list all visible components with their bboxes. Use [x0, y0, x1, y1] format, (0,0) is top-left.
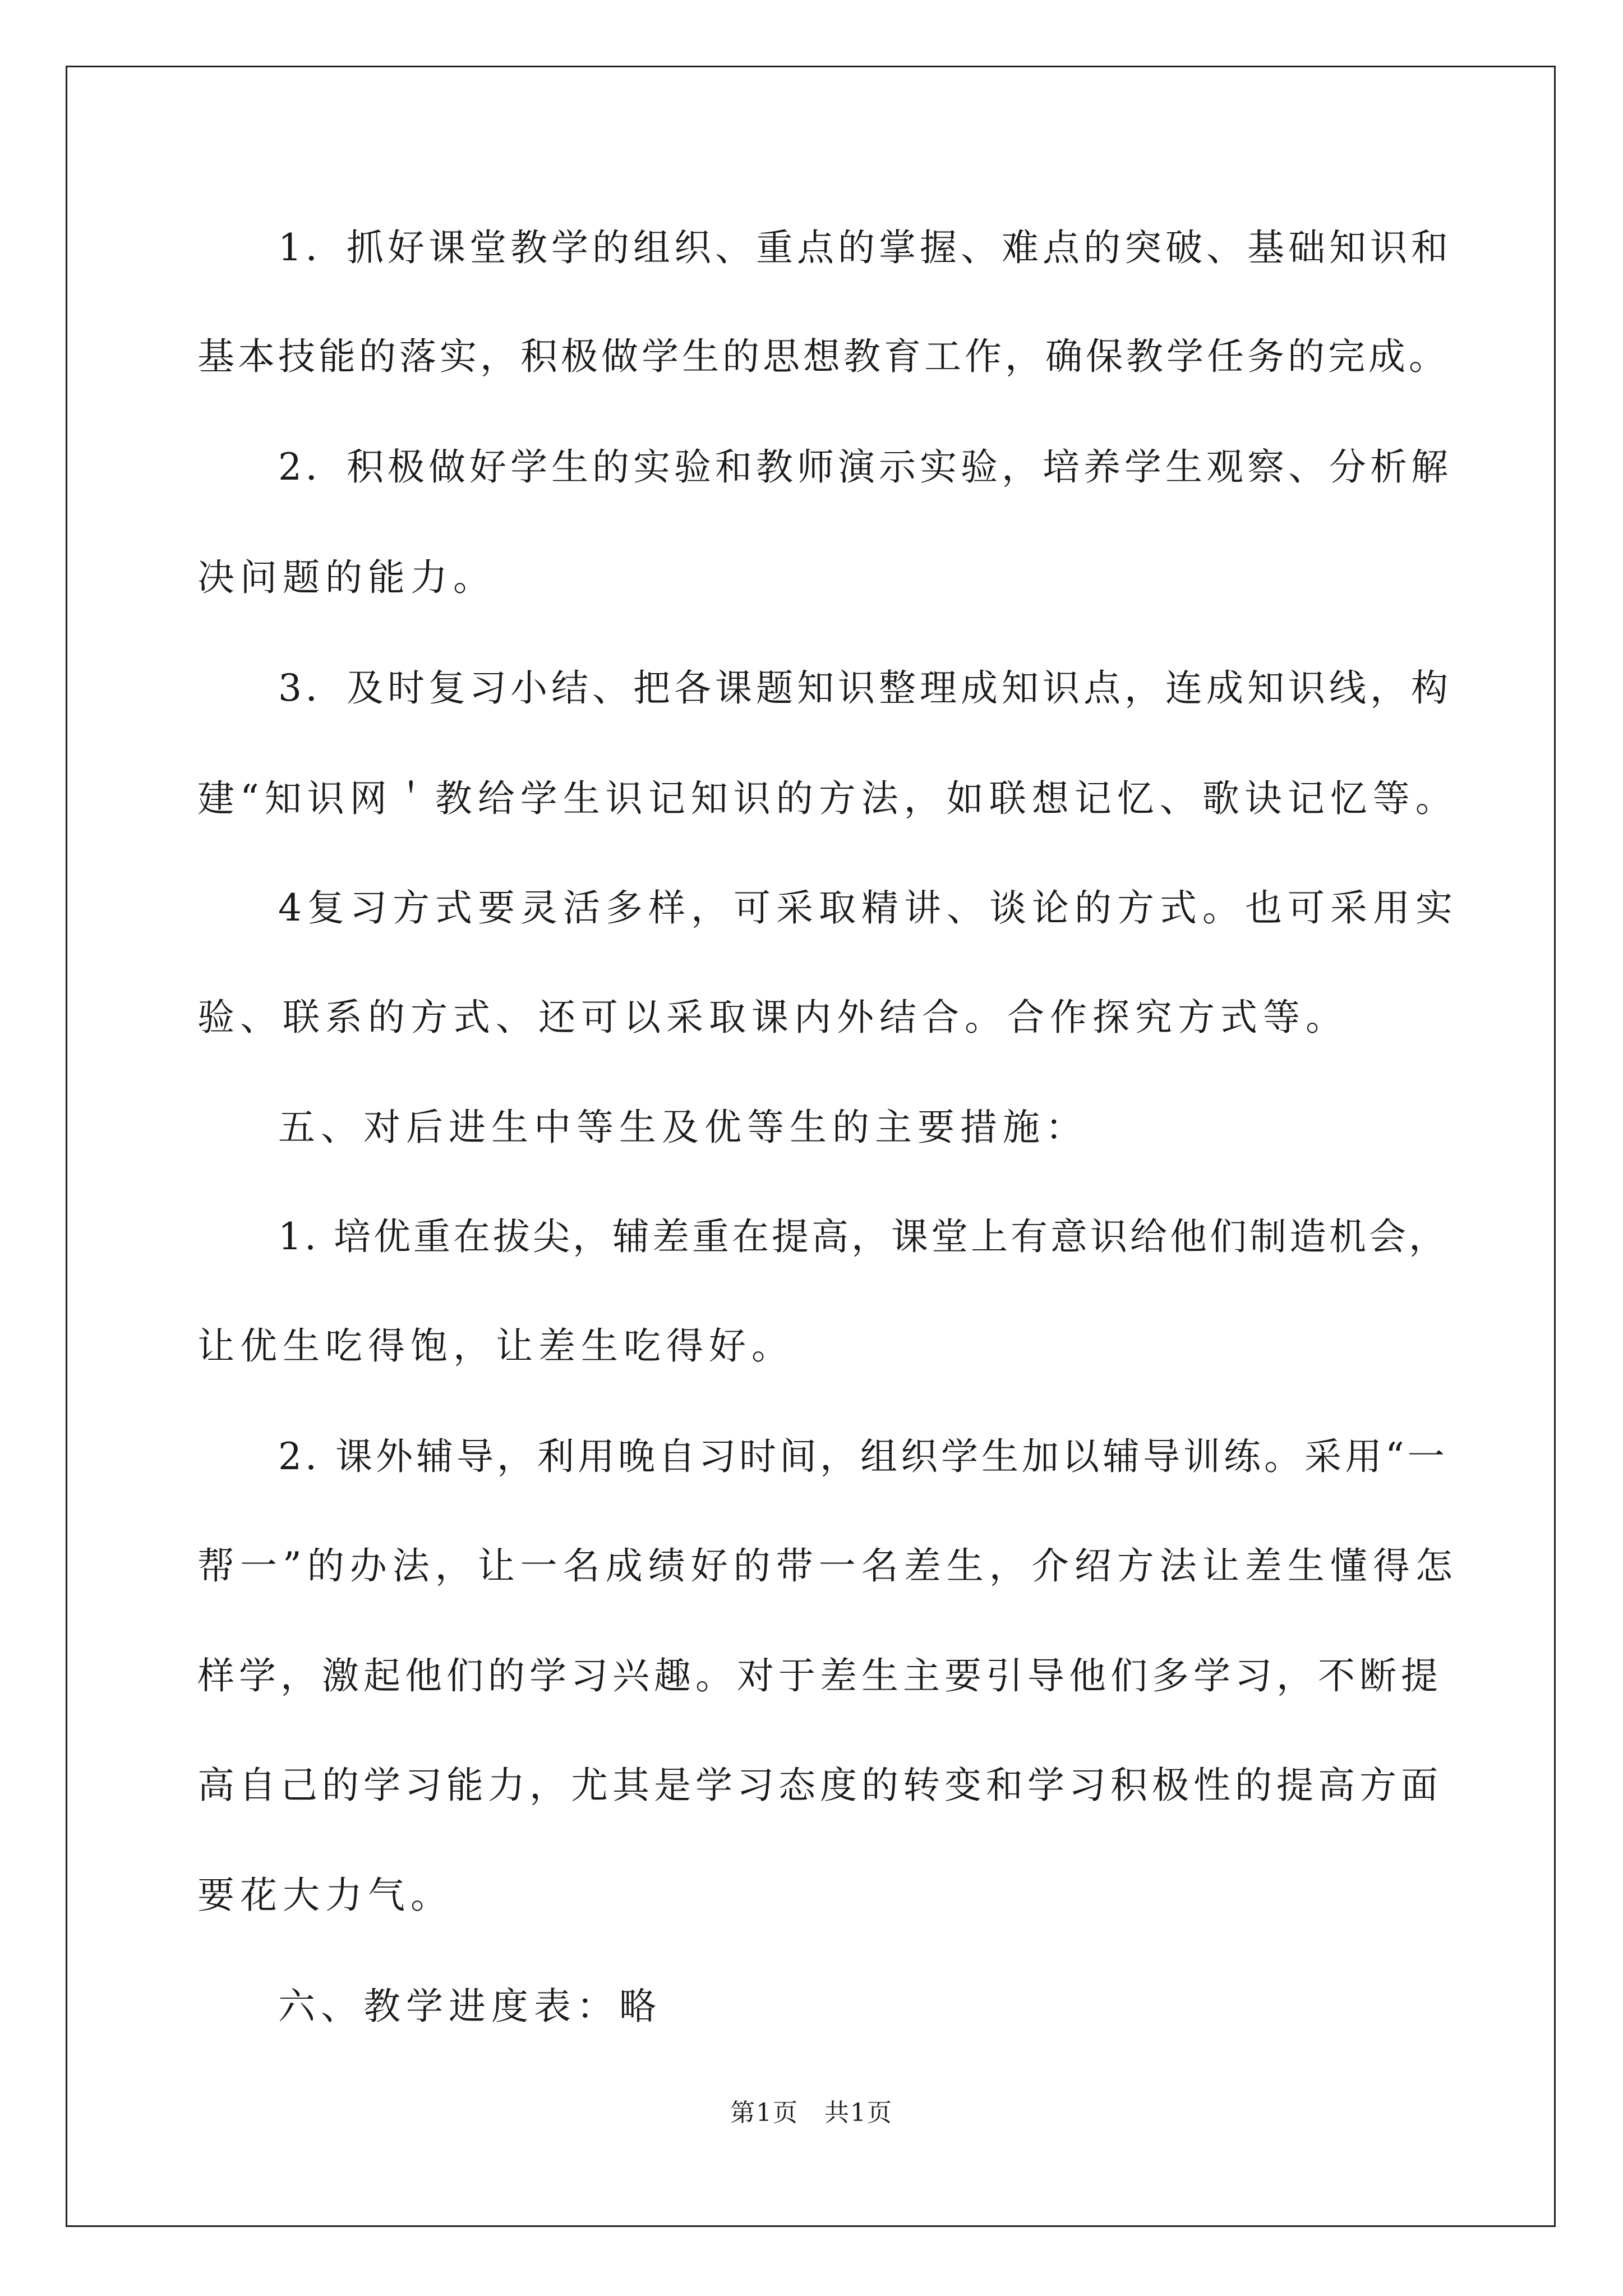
text-line: 要花大力气。 [197, 1874, 453, 1917]
text-line: 建“知识网＇教给学生识记知识的方法，如联想记忆、歌诀记忆等。 [197, 777, 1458, 820]
text-line: 2．积极做好学生的实验和教师演示实验，培养学生观察、分析解 [278, 445, 1452, 489]
text-line: 高自己的学习能力，尤其是学习态度的转变和学习积极性的提高方面 [197, 1764, 1442, 1807]
text-line: 基本技能的落实，积极做学生的思想教育工作，确保教学任务的完成。 [197, 335, 1449, 378]
text-line: 验、联系的方式、还可以采取课内外结合。合作探究方式等。 [197, 996, 1348, 1039]
text-line: 4复习方式要灵活多样，可采取精讲、谈论的方式。也可采用实 [278, 886, 1458, 930]
text-line: 帮一”的办法，让一名成绩好的带一名差生，介绍方法让差生懂得怎 [197, 1544, 1458, 1588]
text-line: 2. 课外辅导，利用晚自习时间，组织学生加以辅导训练。采用“一 [278, 1435, 1448, 1478]
text-line: 样学，激起他们的学习兴趣。对于差生主要引导他们多学习，不断提 [197, 1654, 1442, 1697]
text-line: 让优生吃得饱，让差生吃得好。 [197, 1324, 794, 1368]
page-number-footer: 第1页 共1页 [730, 2099, 893, 2127]
section-heading: 六、教学进度表：略 [278, 1985, 662, 2028]
text-line: 1．抓好课堂教学的组织、重点的掌握、难点的突破、基础知识和 [278, 226, 1452, 269]
text-line: 1. 培优重在拔尖，辅差重在提高，课堂上有意识给他们制造机会， [278, 1215, 1449, 1258]
section-heading: 五、对后进生中等生及优等生的主要措施： [278, 1106, 1088, 1149]
text-line: 3．及时复习小结、把各课题知识整理成知识点，连成知识线，构 [278, 666, 1452, 710]
text-line: 决问题的能力。 [197, 556, 496, 599]
